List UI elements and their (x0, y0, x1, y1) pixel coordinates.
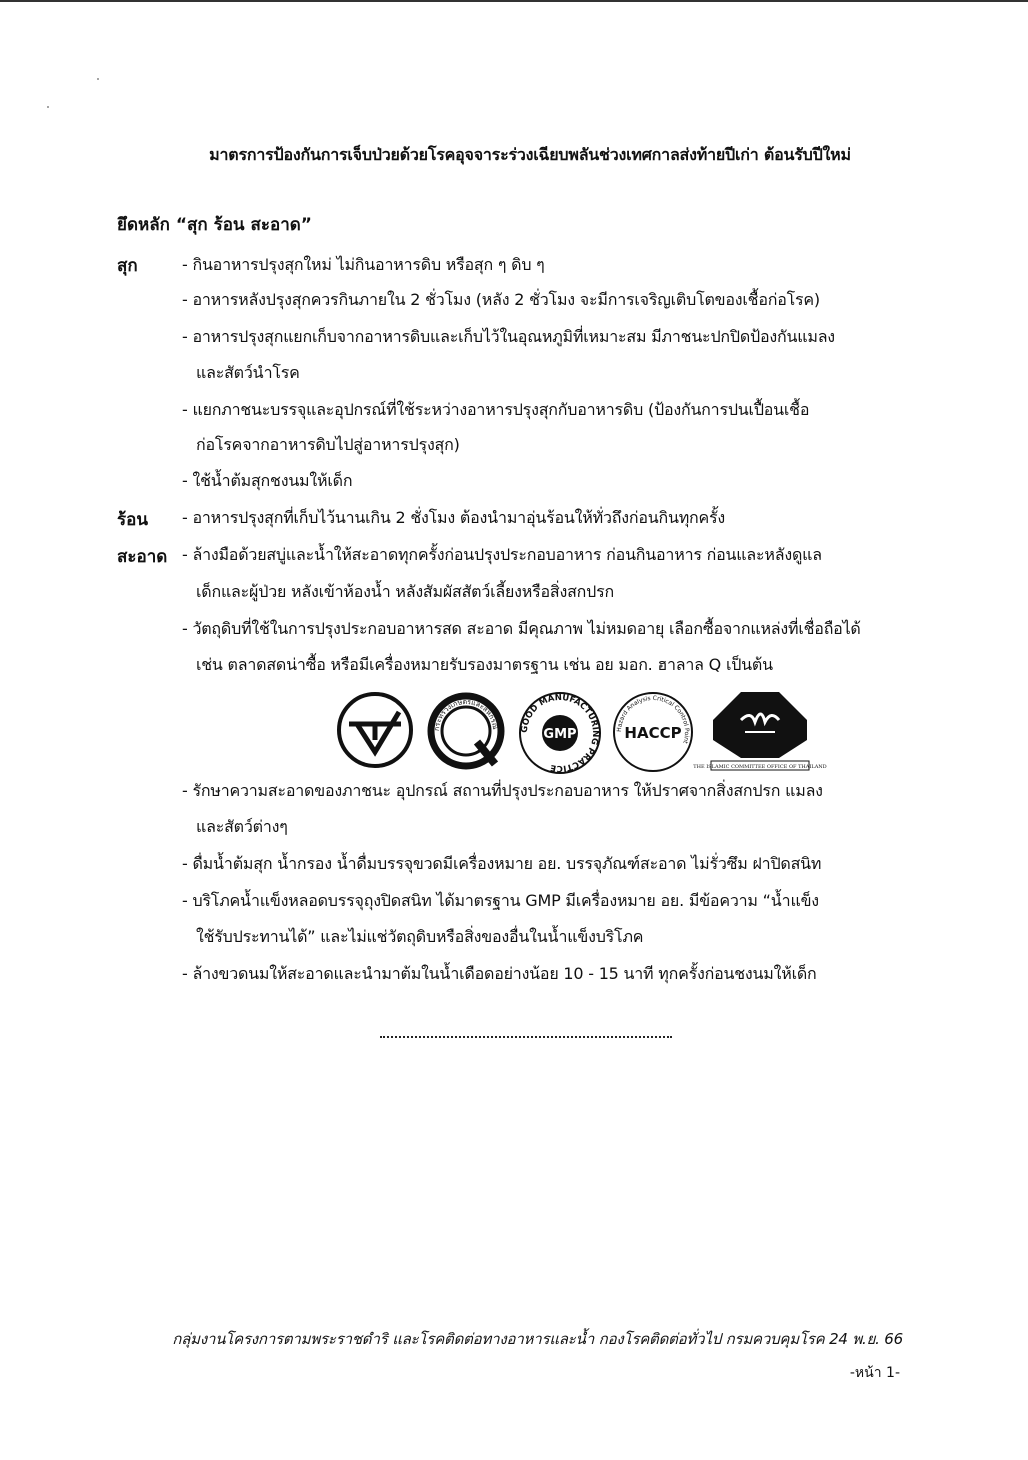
principle-heading: ยึดหลัก “สุก ร้อน สะอาด” (117, 215, 312, 235)
continuation-line: ใช้รับประทานได้” และไม่แช่วัตถุดิบหรือสิ่งของอื่นในน้ำแข็งบริโภค (196, 927, 644, 946)
bullet-line: - ล้างมือด้วยสบู่และน้ำให้สะอาดทุกครั้งก่อนปรุงประกอบอาหาร ก่อนกินอาหาร ก่อนและหลังดูแล (182, 545, 822, 564)
bullet-line: - อาหารปรุงสุกแยกเก็บจากอาหารดิบและเก็บไว้ในอุณหภูมิที่เหมาะสม มีภาชนะปกปิดป้องกันแมลง (182, 327, 835, 346)
continuation-line: เด็กและผู้ป่วย หลังเข้าห้องน้ำ หลังสัมผัสสัตว์เลี้ยงหรือสิ่งสกปรก (196, 582, 615, 601)
continuation-line: ก่อโรคจากอาหารดิบไปสู่อาหารปรุงสุก) (196, 435, 460, 454)
scan-speck (47, 106, 49, 108)
bullet-line: - ใช้น้ำต้มสุกชงนมให้เด็ก (182, 471, 353, 490)
haccp-logo-center: HACCP (624, 724, 682, 742)
gmp-logo (517, 690, 603, 776)
continuation-line: และสัตว์ต่างๆ (196, 817, 288, 836)
gmp-logo-ring: GOOD MANUFACTURING PRACTICE (519, 692, 601, 774)
bullet-line: - อาหารหลังปรุงสุกควรกินภายใน 2 ชั่วโมง (หลัง 2 ชั่วโมง จะมีการเจริญเติบโตของเชื้อก่อโรค) (182, 290, 820, 309)
bullet-line: - อาหารปรุงสุกที่เก็บไว้นานเกิน 2 ชั่งโมง ต้องนำมาอุ่นร้อนให้ทั่วถึงก่อนกินทุกครั้ง (182, 508, 726, 527)
continuation-line: และสัตว์นำโรค (196, 363, 300, 382)
bullet-line: - วัตถุดิบที่ใช้ในการปรุงประกอบอาหารสด สะอาด มีคุณภาพ ไม่หมดอายุ เลือกซื้อจากแหล่งที่เชื่อถือได้ (182, 619, 861, 638)
label-saat: สะอาด (117, 547, 168, 567)
dotted-separator (380, 1036, 672, 1038)
label-ron: ร้อน (117, 510, 148, 530)
bullet-line: - รักษาความสะอาดของภาชนะ อุปกรณ์ สถานที่ปรุงประกอบอาหาร ให้ปราศจากสิ่งสกปรก แมลง (182, 781, 823, 800)
halal-logo-caption: THE ISLAMIC COMMITTEE OFFICE OF THAILAND (693, 764, 827, 770)
bullet-line: - ดื่มน้ำต้มสุก น้ำกรอง น้ำดื่มบรรจุขวดมีเครื่องหมาย อย. บรรจุภัณฑ์สะอาด ไม่รั่วซึม ฝาปิดสนิท (182, 854, 822, 873)
bullet-line: - ล้างขวดนมให้สะอาดและนำมาต้มในน้ำเดือดอย่างน้อย 10 - 15 นาที ทุกครั้งก่อนชงนมให้เด็ก (182, 964, 817, 983)
footer-credit: กลุ่มงานโครงการตามพระราชดำริ และโรคติดต่อทางอาหารและน้ำ กองโรคติดต่อทั่วไป กรมควบคุมโรค 24 พ.ย. 66 (172, 1330, 903, 1348)
bullet-line: - บริโภคน้ำแข็งหลอดบรรจุถุงปิดสนิท ได้มาตรฐาน GMP มีเครื่องหมาย อย. มีข้อความ “น้ำแข็ง (182, 891, 819, 910)
document-title: มาตรการป้องกันการเจ็บป่วยด้วยโรคอุจจาระร่วงเฉียบพลันช่วงเทศกาลส่งท้ายปีเก่า ต้อนรับปีใหม่ (209, 145, 851, 164)
haccp-logo-ring: Hazard Analysis Critical Control Point (615, 694, 691, 745)
top-border (0, 0, 1028, 2)
q-mark-logo (425, 690, 507, 772)
page-number: -หน้า 1- (849, 1365, 900, 1381)
scan-speck (97, 78, 99, 80)
bullet-line: - กินอาหารปรุงสุกใหม่ ไม่กินอาหารดิบ หรือสุก ๆ ดิบ ๆ (182, 255, 545, 274)
label-suk: สุก (117, 256, 138, 276)
tis-logo (335, 690, 415, 770)
certification-logos (335, 690, 827, 774)
continuation-line: เช่น ตลาดสดน่าซื้อ หรือมีเครื่องหมายรับรองมาตรฐาน เช่น อย มอก. ฮาลาล Q เป็นต้น (196, 655, 773, 674)
gmp-logo-center: GMP (543, 727, 577, 742)
halal-logo (693, 690, 827, 772)
q-logo-text: กระทรวงเกษตรและสหกรณ์ (432, 697, 500, 732)
bullet-line: - แยกภาชนะบรรจุและอุปกรณ์ที่ใช้ระหว่างอาหารปรุงสุกกับอาหารดิบ (ป้องกันการปนเปื้อนเชื้อ (182, 400, 810, 419)
haccp-logo (611, 690, 695, 774)
